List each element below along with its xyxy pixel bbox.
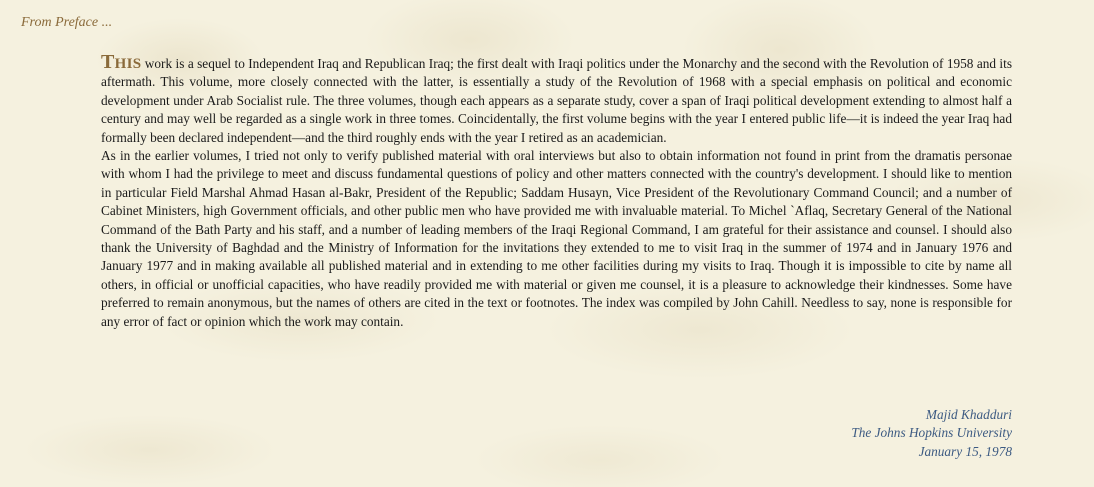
signature-author: Majid Khadduri xyxy=(925,407,1012,422)
signature-institution: The Johns Hopkins University xyxy=(851,425,1012,441)
paragraph-1-text: work is a sequel to Independent Iraq and Republican Iraq; the first dealt with Iraqi politics under the Monarchy and the second with the Revolution of 1958 and its aftermath. This volume, more closely connected with the latter, is essentially a study of the Revolution of 1968 with a special emphasis on political and economic development under Arab Socialist rule. The three volumes, though each appears as a separate study, cover a span of Iraqi political development extending to almost half a century and may well be regarded as a single work in three tomes. Coincidentally, the first volume begins with the year I entered public life—it is indeed the year Iraq had formally been declared independent—and the third roughly ends with the year I retired as an academician. xyxy=(101,56,1012,145)
preface-paragraph-2: As in the earlier volumes, I tried not only to verify published material with oral interviews but also to obtain information not found in print from the dramatis personae with whom I had the privilege to meet and discuss fundamental questions of policy and other matters connected with the country's development. I should like to mention in particular Field Marshal Ahmad Hasan al-Bakr, President of the Republic; Saddam Husayn, Vice President of the Revolutionary Command Council; and a number of Cabinet Ministers, high Government officials, and other public men who have provided me with invaluable material. To Michel `Aflaq, Secretary General of the National Command of the Bath Party and his staff, and a number of leading members of the Iraqi Regional Command, I am grateful for their assistance and counsel. I should also thank the University of Baghdad and the Ministry of Information for the invitations they extended to me to visit Iraq in the summer of 1974 and in January 1976 and January 1977 and in making available all published material and in extending to me other facilities during my visits to Iraq. Though it is impossible to cite by name all others, in official or unofficial capacities, who have readily provided me with material or given me counsel, it is a pleasure to acknowledge their kindnesses. Some have preferred to remain anonymous, but the names of others are cited in the text or footnotes. The index was compiled by John Cahill. Needless to say, none is responsible for any error of fact or opinion which the work may contain. xyxy=(101,148,1012,329)
drop-cap-word xyxy=(101,51,141,73)
preface-label: From Preface ... xyxy=(21,15,113,30)
drop-cap-rest: HIS xyxy=(114,56,142,72)
preface-body xyxy=(101,53,1012,331)
preface-paragraph-1 xyxy=(101,53,1012,147)
signature-date: January 15, 1978 xyxy=(918,443,1012,459)
signature-block xyxy=(851,406,1012,461)
drop-cap-initial: T xyxy=(101,51,115,73)
